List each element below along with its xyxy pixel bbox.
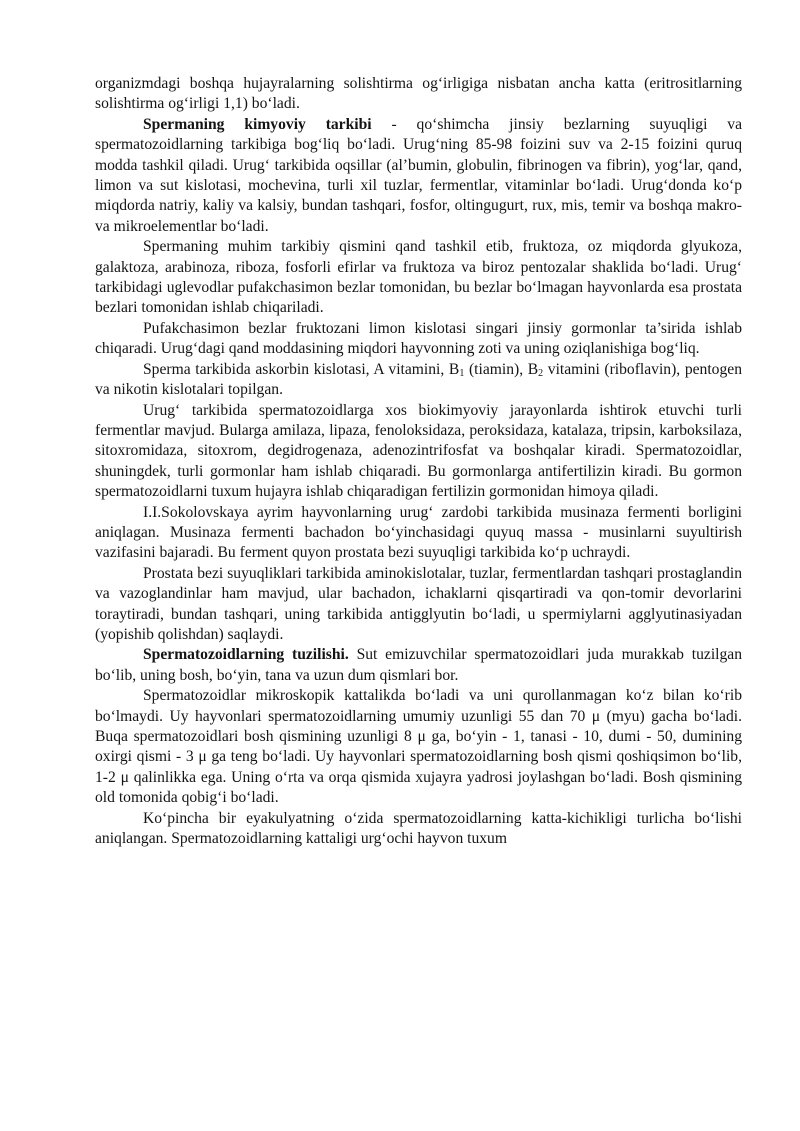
- subscript: 2: [538, 367, 544, 379]
- paragraph-size: Spermatozoidlar mikroskopik kattalikda bo‘ladi va uni qurollanmagan ko‘z bilan ko‘rib bo‘lmaydi. Uy hayvonlari spermatozoidlarning umumiy uzunligi 55 dan 70 μ (myu) gacha bo‘ladi. Buqa spermatozoidlari bosh qismining uzunligi 8 μ ga, bo‘yin - 1, tanasi - 10, dumi - 50, dumining oxirgi qismi - 3 μ ga teng bo‘ladi. Uy hayvonlari spermatozoidlarning bosh qismi qoshiqsimon bo‘lib, 1-2 μ qalinlikka ega. Uning o‘rta va orqa qismida xujayra yadrosi joylashgan bo‘ladi. Bosh qismining old tomonida qobig‘i bo‘ladi.: [95, 687, 742, 807]
- paragraph-variation: Ko‘pincha bir eyakulyatning o‘zida spermatozoidlarning katta-kichikligi turlicha bo‘lishi aniqlangan. Spermatozoidlarning kattaligi urg‘ochi hayvon tuxum: [95, 809, 742, 848]
- paragraph-text: Sperma tarkibida askorbin kislotasi, A vitamini, B: [143, 360, 460, 378]
- paragraph-fructose: Pufakchasimon bezlar fruktozani limon kislotasi singari jinsiy gormonlar ta’sirida ishlab chiqaradi. Urug‘dagi qand moddasining miqdori hayvonning zoti va uning oziqlanishiga bog‘liq.: [95, 319, 742, 358]
- paragraph-text: - qo‘shimcha jinsiy bezlarning suyuqligi va spermatozoidlarning tarkibiga bog‘liq bo‘ladi. Urug‘ning 85-98 foizini suv va 2-15 foizini quruq modda tashkil qiladi. Urug‘ tarkibida oqsillar (al’bumin, globulin, fibrinogen va fibrin), yog‘lar, qand, limon va sut kislotasi, mochevina, turli xil tuzlar, fermentlar, vitaminlar bo‘ladi. Urug‘donda ko‘p miqdorda natriy, kaliy va kalsiy, bundan tashqari, fosfor, oltingugurt, rux, mis, temir va boshqa makro- va mikroelementlar bo‘ladi.: [95, 115, 742, 235]
- subscript: 1: [459, 367, 465, 379]
- section-heading-chemical-composition: Spermaning kimyoviy tarkibi: [143, 115, 372, 133]
- section-heading-structure: Spermatozoidlarning tuzilishi.: [143, 646, 349, 664]
- paragraph-enzymes: Urug‘ tarkibida spermatozoidlarga xos biokimyoviy jarayonlarda ishtirok etuvchi turli fermentlar mavjud. Bularga amilaza, lipaza, fenoloksidaza, peroksidaza, katalaza, tripsin, karboksilaza, sitoxromidaza, sitoxrom, degidrogenaza, adenozintrifosfat va boshqalar kiradi. Spermatozoidlar, shuningdek, turli gormonlar ham ishlab chiqaradi. Bu gormonlarga antifertilizin kiradi. Bu gormon spermatozoidlarni tuxum hujayra ishlab chiqaradigan fertilizin gormonidan himoya qiladi.: [95, 401, 742, 501]
- paragraph-continuation: organizmdagi boshqa hujayralarning solishtirma og‘irligiga nisbatan ancha katta (eritrositlarning solishtirma og‘irligi 1,1) bo‘ladi.: [95, 75, 742, 113]
- paragraph-vitamins: [95, 360, 742, 401]
- paragraph-prostate: Prostata bezi suyuqliklari tarkibida aminokislotalar, tuzlar, fermentlardan tashqari prostaglandin va vazoglandinlar ham mavjud, ular bachadon, ichaklarni qisqartiradi va qon-tomir devorlarini toraytiradi, bundan tashqari, uning tarkibida antigglyutin bo‘ladi, u spermiylarni agglyutinasiyadan (yopishib qolishdan) saqlaydi.: [95, 564, 742, 643]
- paragraph-text: (tiamin), B: [464, 360, 539, 378]
- paragraph-chemical-composition: [95, 115, 742, 237]
- paragraph-mucinase: I.I.Sokolovskaya ayrim hayvonlarning urug‘ zardobi tarkibida musinaza fermenti borligini aniqlagan. Musinaza fermenti bachadon bo‘yinchasidagi quyuq massa - musinlarni suyultirish vazifasini bajaradi. Bu ferment quyon prostata bezi suyuqligi tarkibida ko‘p uchraydi.: [95, 503, 742, 562]
- document-page: [95, 74, 742, 849]
- paragraph-sugar: Spermaning muhim tarkibiy qismini qand tashkil etib, fruktoza, oz miqdorda glyukoza, galaktoza, arabinoza, riboza, fosforli efirlar va fruktoza va biroz pentozalar shaklida bo‘ladi. Urug‘ tarkibidagi uglevodlar pufakchasimon bezlar tomonidan, bu bezlar bo‘lmagan hayvonlarda esa prostata bezlari tomonidan ishlab chiqariladi.: [95, 238, 742, 317]
- paragraph-text: Sut emizuvchilar spermatozoidlari juda murakkab tuzilgan bo‘lib, uning bosh, bo‘yin, tana va uzun dum qismlari bor.: [95, 646, 742, 684]
- paragraph-structure: [95, 645, 742, 686]
- paragraph-text: vitamini (riboflavin), pentogen va nikotin kislotalari topilgan.: [95, 360, 742, 399]
